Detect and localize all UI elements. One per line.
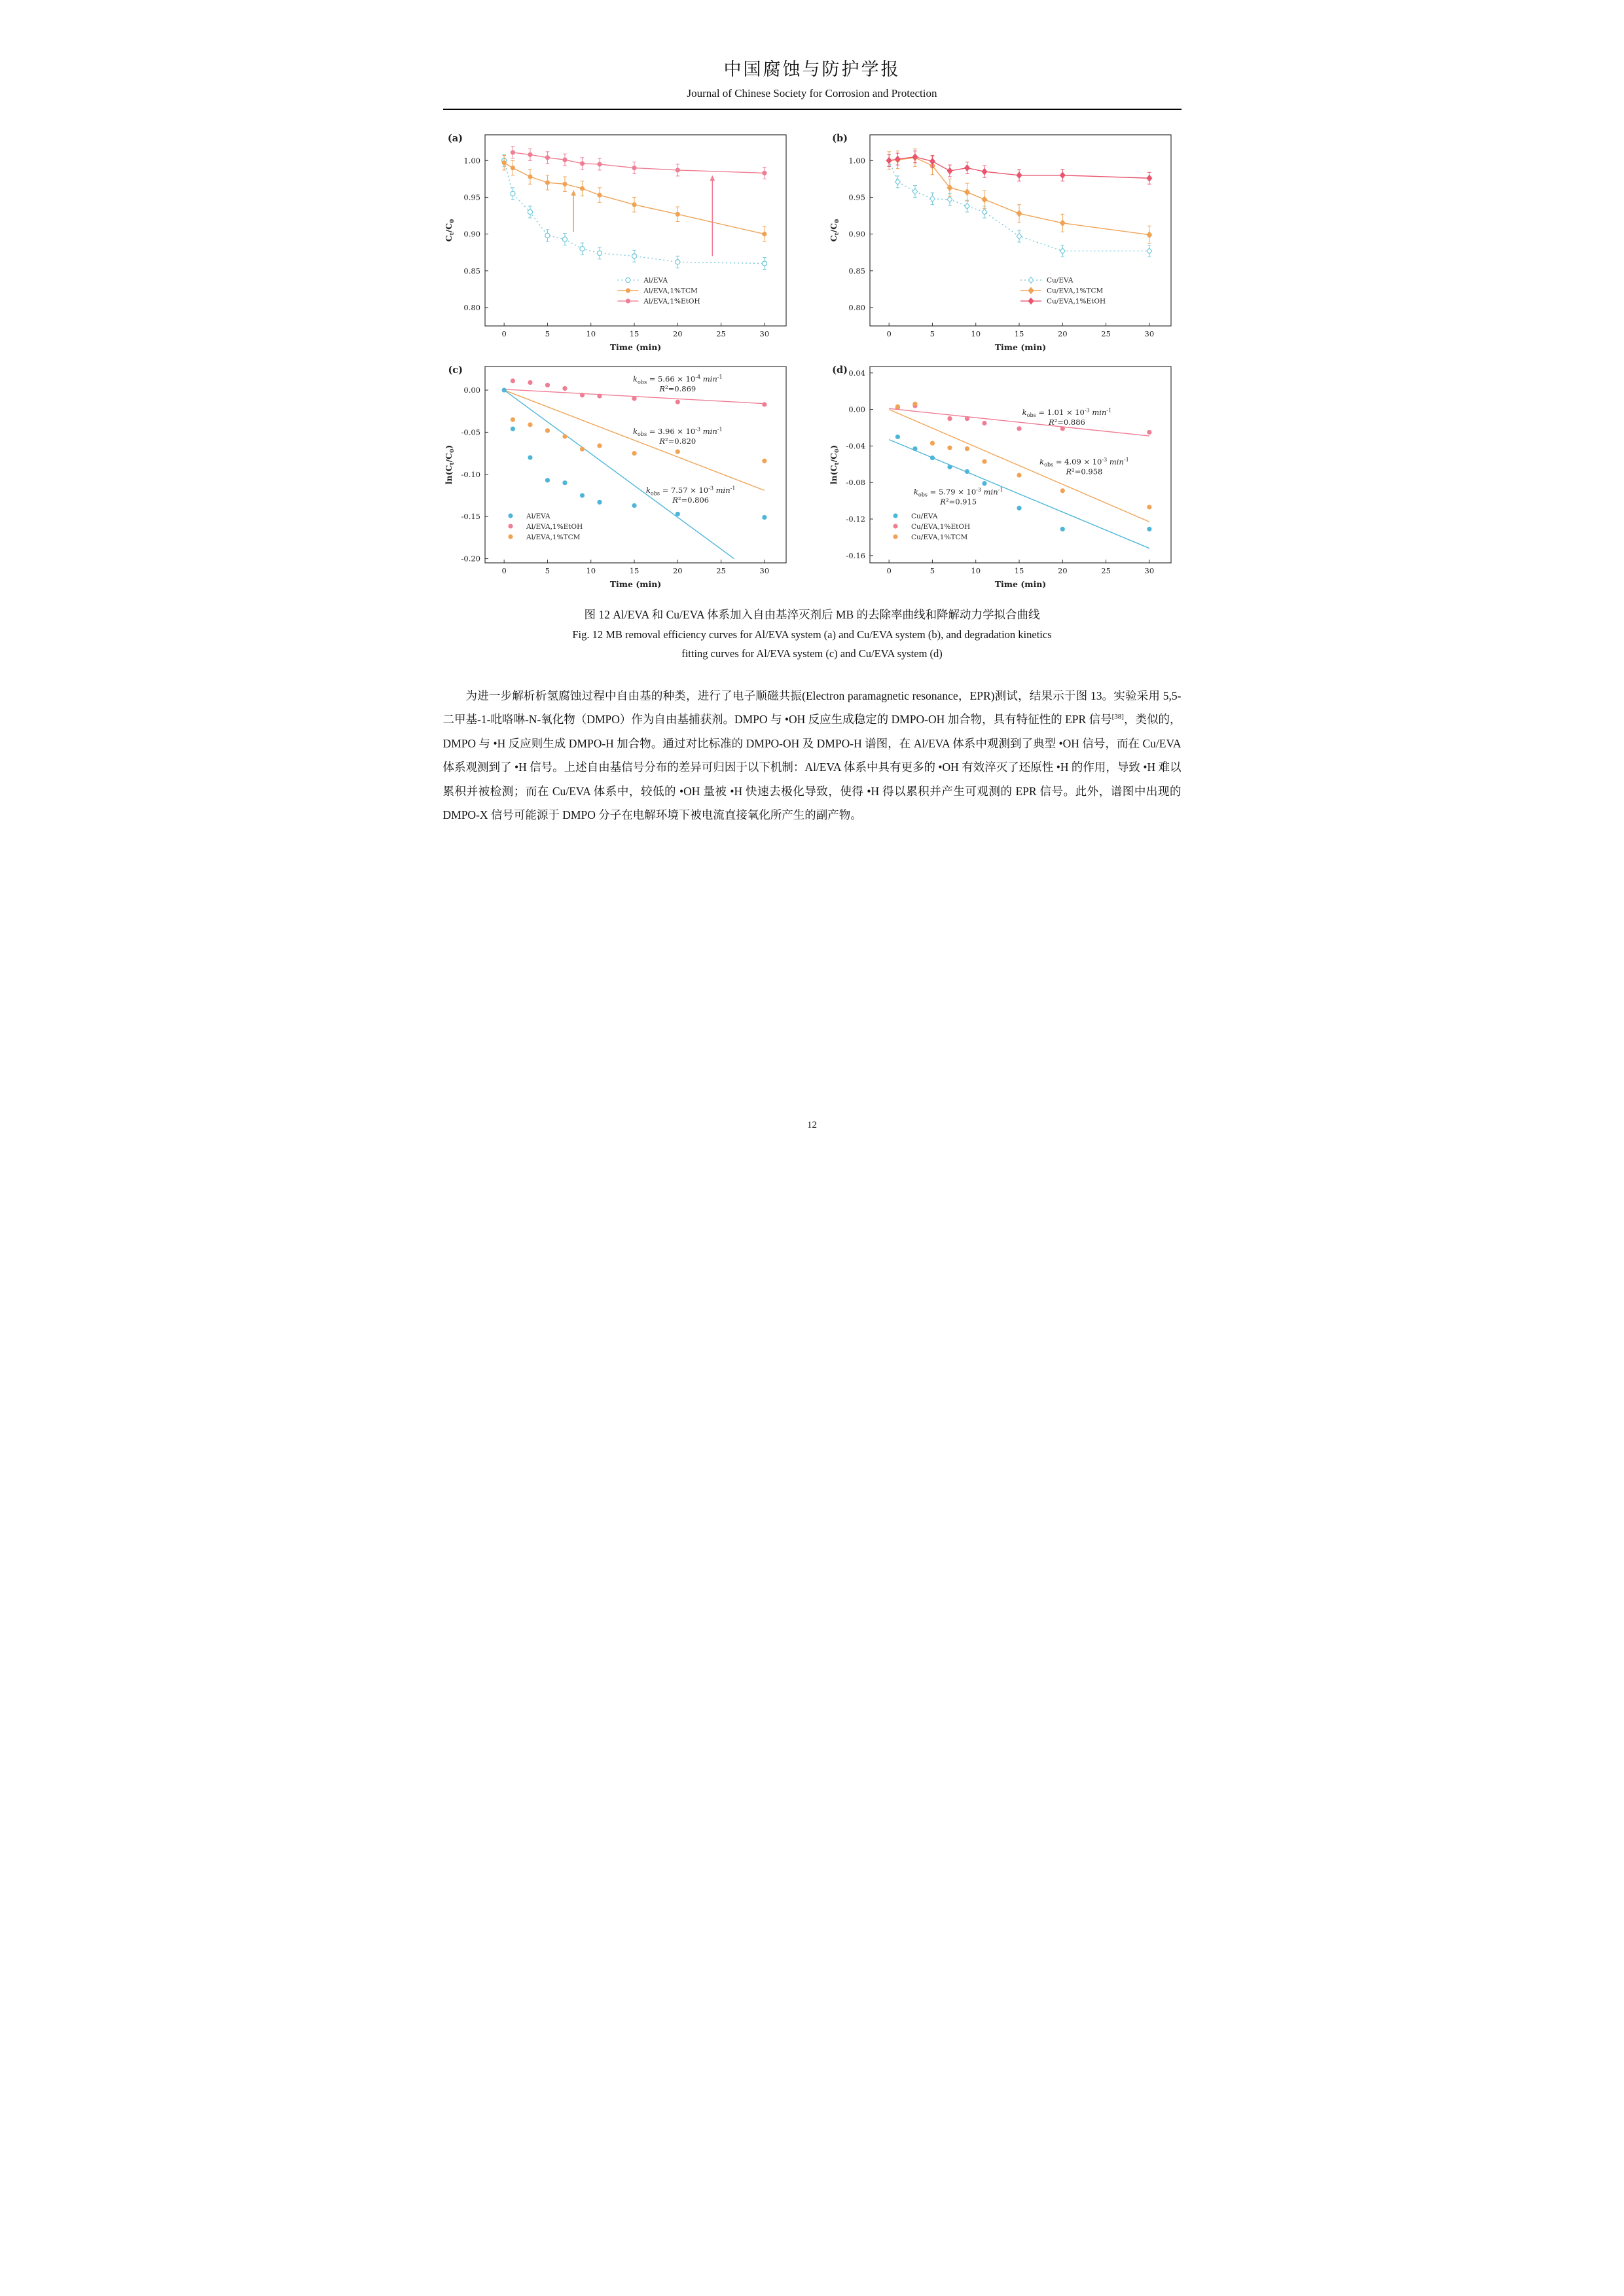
svg-text:0.85: 0.85 <box>463 266 480 276</box>
svg-text:Al/EVA,1%EtOH: Al/EVA,1%EtOH <box>643 297 700 306</box>
svg-text:0.80: 0.80 <box>848 302 865 312</box>
svg-text:-0.04: -0.04 <box>846 441 865 451</box>
svg-text:-0.16: -0.16 <box>846 550 865 560</box>
svg-text:Al/EVA: Al/EVA <box>643 276 668 285</box>
svg-text:kobs = 1.01 × 10-3 min-1: $k_{obs} = 1.01 \times 10^{-3}$ $\min^{-1}$ <box>1022 407 1111 419</box>
svg-text:Cu/EVA: Cu/EVA <box>911 512 937 520</box>
svg-text:Al/EVA,1%EtOH: Al/EVA,1%EtOH <box>526 522 583 531</box>
svg-text:0.00: 0.00 <box>848 404 865 414</box>
figure-caption <box>443 606 1182 660</box>
svg-text:10: 10 <box>585 329 596 338</box>
svg-text:25: 25 <box>715 566 726 575</box>
svg-text:0.80: 0.80 <box>463 302 480 312</box>
figure-12 <box>443 126 1182 660</box>
svg-text:kobs = 5.66 × 10-4 min-1: $k_{obs} = 5.66 \times 10^{-4}$ $\min^{-1}$ <box>632 374 723 386</box>
article-body <box>443 684 1182 827</box>
svg-text:Time (min): Time (min) <box>994 579 1046 589</box>
svg-text:Cu/EVA,1%TCM: Cu/EVA,1%TCM <box>911 533 967 541</box>
svg-text:R²=0.958: R²=0.958 <box>1066 467 1102 476</box>
body-paragraph <box>443 684 1182 827</box>
svg-text:kobs = 5.79 × 10-3 min-1: $k_{obs} = 5.79 \times 10^{-3}$ $\min^{-1}$ <box>913 486 1003 498</box>
svg-text:0.95: 0.95 <box>848 192 865 202</box>
page-header <box>443 55 1182 110</box>
svg-text:Time (min): Time (min) <box>994 342 1046 352</box>
svg-text:15: 15 <box>629 566 639 575</box>
svg-text:10: 10 <box>970 329 981 338</box>
svg-text:Ct/C0: $C_t/C_0$ <box>443 219 456 242</box>
citation-ref: [38] <box>1111 713 1124 721</box>
svg-text:0: 0 <box>886 566 892 575</box>
svg-text:0.90: 0.90 <box>463 229 480 239</box>
svg-text:R²=0.820: R²=0.820 <box>659 437 696 446</box>
page-footer <box>406 1120 1218 1131</box>
paragraph-text-1: 为进一步解析析氢腐蚀过程中自由基的种类，进行了电子顺磁共振(Electron paramagnetic resonance，EPR)测试，结果示于图 13。实验采用 5,5-二甲基-1-吡咯啉-N-氧化物（DMPO）作为自由基捕获剂。DMPO 与 •OH 反应生成稳定的 DMPO-OH 加合物，具有特征性的 EPR 信号 <box>442 689 1182 726</box>
svg-text:5: 5 <box>545 566 550 575</box>
svg-text:kobs = 3.96 × 10-3 min-1: $k_{obs} = 3.96 \times 10^{-3}$ $\min^{-1}$ <box>632 426 723 438</box>
svg-text:0.04: 0.04 <box>848 368 865 378</box>
svg-text:30: 30 <box>1144 329 1154 338</box>
svg-text:Al/EVA: Al/EVA <box>526 512 550 520</box>
svg-text:20: 20 <box>672 329 683 338</box>
chart-panel-c <box>443 357 797 593</box>
svg-text:Cu/EVA,1%EtOH: Cu/EVA,1%EtOH <box>1046 297 1106 306</box>
journal-page <box>406 0 1218 1148</box>
chart-panel-a <box>443 126 797 356</box>
svg-text:0: 0 <box>501 566 507 575</box>
svg-text:15: 15 <box>629 329 639 338</box>
svg-text:-0.10: -0.10 <box>461 469 480 479</box>
svg-text:-0.08: -0.08 <box>846 478 865 488</box>
svg-text:20: 20 <box>1057 329 1068 338</box>
paragraph-text-2: ，类似的，DMPO 与 •H 反应则生成 DMPO-H 加合物。通过对比标准的 DMPO-OH 及 DMPO-H 谱图，在 Al/EVA 体系中观测到了典型 •OH 信号，而在 Cu/EVA 体系观测到了 •H 信号。上述自由基信号分布的差异可归因于以下机制：Al/EVA 体系中具有更多的 •OH 有效淬灭了还原性 •H 的作用，导致 •H 难以累积并被检测；而在 Cu/EVA 体系中，较低的 •OH 量被 •H 快速去极化导致，使得 •H 得以累积并产生可观测的 EPR 信号。此外，谱图中出现的 DMPO-X 信号可能源于 DMPO 分子在电解环境下被电流直接氧化所产生的副产物。 <box>442 713 1182 821</box>
svg-text:R²=0.806: R²=0.806 <box>672 495 709 505</box>
svg-text:(c): (c) <box>447 365 463 376</box>
svg-text:0.85: 0.85 <box>848 266 865 276</box>
svg-text:(a): (a) <box>447 133 463 144</box>
svg-text:25: 25 <box>715 329 726 338</box>
svg-text:1.00: 1.00 <box>848 156 865 166</box>
svg-text:kobs = 7.57 × 10-3 min-1: $k_{obs} = 7.57 \times 10^{-3}$ $\min^{-1}$ <box>645 485 735 497</box>
svg-text:20: 20 <box>1057 566 1068 575</box>
svg-text:Ct/C0: $C_t/C_0$ <box>828 219 840 242</box>
svg-text:R²=0.915: R²=0.915 <box>939 497 977 507</box>
svg-text:25: 25 <box>1100 329 1111 338</box>
svg-text:10: 10 <box>585 566 596 575</box>
svg-text:ln(Ct/C0): $\ln(C_t/C_0)$ <box>828 444 840 485</box>
chart-panel-d <box>828 357 1182 593</box>
svg-text:(d): (d) <box>831 365 848 376</box>
svg-text:15: 15 <box>1014 566 1024 575</box>
svg-text:5: 5 <box>929 566 935 575</box>
svg-text:25: 25 <box>1100 566 1111 575</box>
svg-text:Cu/EVA: Cu/EVA <box>1046 276 1073 285</box>
svg-text:0.95: 0.95 <box>463 192 480 202</box>
svg-text:R²=0.869: R²=0.869 <box>659 384 696 394</box>
svg-text:0.00: 0.00 <box>463 386 480 395</box>
svg-text:20: 20 <box>672 566 683 575</box>
svg-text:Time (min): Time (min) <box>609 579 661 589</box>
journal-title-en: Journal of Chinese Society for Corrosion and Protection <box>687 87 937 99</box>
svg-text:0: 0 <box>886 329 892 338</box>
svg-text:15: 15 <box>1014 329 1024 338</box>
svg-text:5: 5 <box>545 329 550 338</box>
svg-text:10: 10 <box>970 566 981 575</box>
figure-caption-cn: 图 12 Al/EVA 和 Cu/EVA 体系加入自由基淬灭剂后 MB 的去除率曲线和降解动力学拟合曲线 <box>584 608 1040 621</box>
svg-text:5: 5 <box>929 329 935 338</box>
svg-text:Al/EVA,1%TCM: Al/EVA,1%TCM <box>643 287 698 295</box>
svg-text:Time (min): Time (min) <box>609 342 661 352</box>
page-number: 12 <box>807 1120 817 1130</box>
charts-grid <box>443 126 1182 593</box>
svg-text:30: 30 <box>759 566 769 575</box>
svg-text:30: 30 <box>759 329 769 338</box>
svg-text:Al/EVA,1%TCM: Al/EVA,1%TCM <box>526 533 580 541</box>
svg-text:-0.15: -0.15 <box>461 512 480 522</box>
svg-text:Cu/EVA,1%EtOH: Cu/EVA,1%EtOH <box>911 522 970 531</box>
svg-text:kobs = 4.09 × 10-3 min-1: $k_{obs} = 4.09 \times 10^{-3}$ $\min^{-1}$ <box>1039 456 1129 468</box>
journal-title-cn: 中国腐蚀与防护学报 <box>723 60 901 79</box>
chart-panel-b <box>828 126 1182 356</box>
svg-text:1.00: 1.00 <box>463 156 480 166</box>
svg-text:(b): (b) <box>831 133 848 144</box>
svg-text:0.90: 0.90 <box>848 229 865 239</box>
svg-text:R²=0.886: R²=0.886 <box>1048 417 1085 427</box>
svg-text:Cu/EVA,1%TCM: Cu/EVA,1%TCM <box>1046 287 1103 295</box>
svg-text:ln(Ct/C0): $\ln(C_t/C_0)$ <box>443 444 456 485</box>
figure-caption-en-line1: Fig. 12 MB removal efficiency curves for Al/EVA system (a) and Cu/EVA system (b), and degradation kinetics <box>572 628 1052 641</box>
svg-text:-0.12: -0.12 <box>846 514 865 524</box>
svg-text:0: 0 <box>501 329 507 338</box>
svg-text:-0.20: -0.20 <box>461 554 480 564</box>
header-rule <box>443 109 1182 110</box>
svg-text:30: 30 <box>1144 566 1154 575</box>
svg-text:-0.05: -0.05 <box>461 427 480 437</box>
figure-caption-en-line2: fitting curves for Al/EVA system (c) and Cu/EVA system (d) <box>681 647 943 660</box>
